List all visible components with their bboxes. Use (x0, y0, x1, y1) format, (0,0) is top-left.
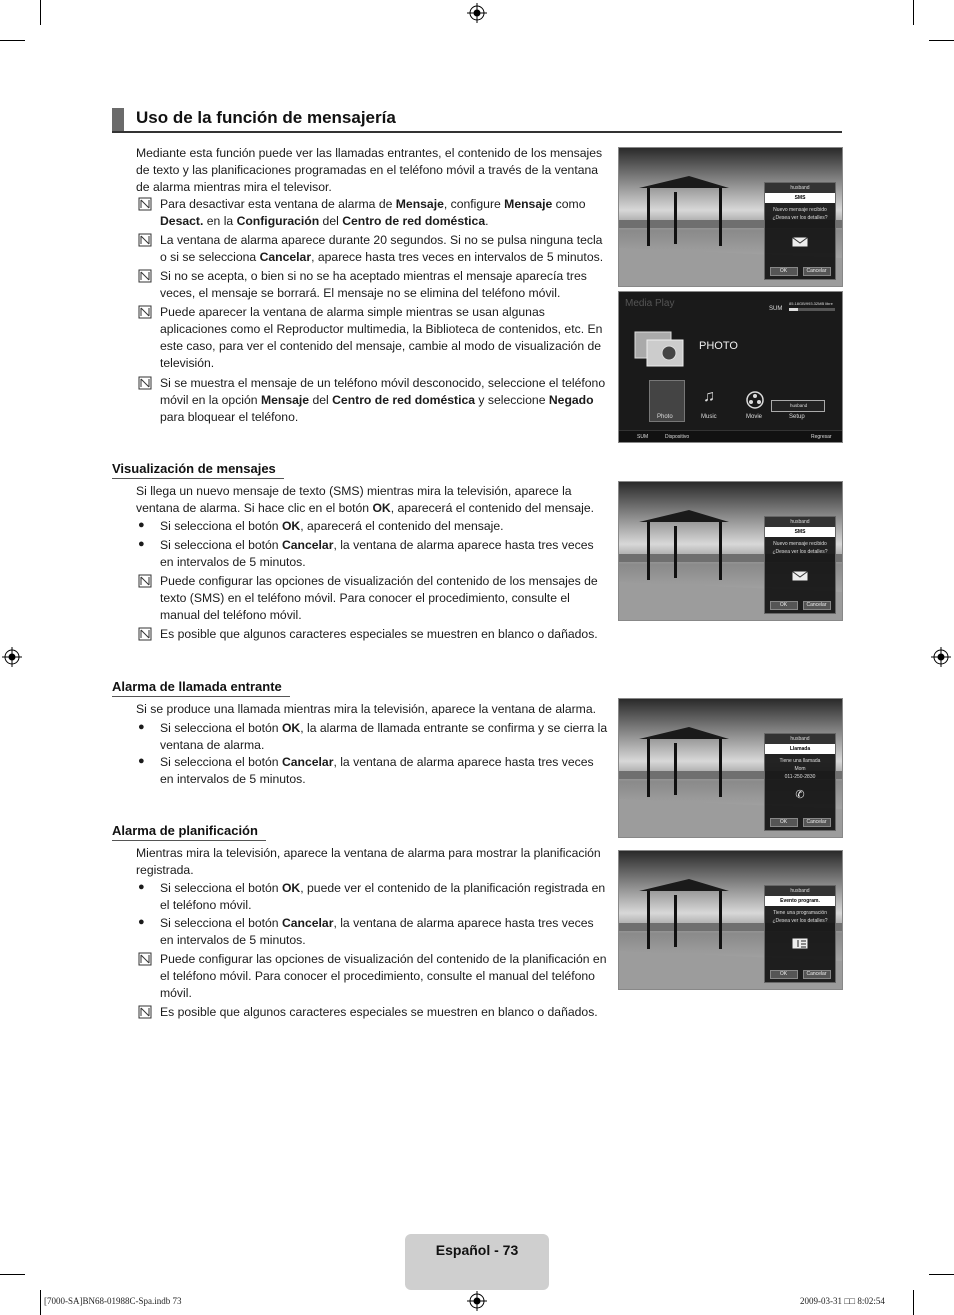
media-item-label[interactable]: Setup (789, 414, 805, 420)
device-label: SUM (769, 306, 783, 312)
sms-alarm-popup (764, 182, 836, 280)
note-text: Puede aparecer la ventana de alarma simple mientras se usan algunas aplicaciones como el Reproductor multimedia, la Biblioteca de contenidos, etc. En este caso, para ver el contenido del mensaje, cambie al modo de visualización de televisión. (160, 305, 603, 370)
envelope-icon (792, 571, 808, 581)
note-icon (138, 952, 152, 966)
print-file-label: [7000-SA]BN68-01988C-Spa.indb 73 (44, 1296, 182, 1306)
call-alarm-popup (764, 733, 836, 831)
bullet-icon: ● (138, 755, 145, 767)
cancel-button[interactable]: Cancelar (803, 267, 831, 276)
popup-line: Tiene una llamada (779, 758, 821, 764)
print-date-label: 2009-03-31 □□ 8:02:54 (800, 1296, 885, 1306)
envelope-icon (792, 237, 808, 247)
popup-line: ¿Desea ver los detalles? (772, 549, 828, 555)
note-icon (138, 269, 152, 283)
ok-button[interactable]: OK (770, 970, 798, 979)
note-text: Para desactivar esta ventana de alarma de Mensaje, configure Mensaje como Desact. en la Configuración del Centro de red doméstica. (160, 197, 586, 228)
bullet-icon: ● (138, 916, 145, 928)
photo-category-icon (633, 328, 689, 368)
bullet-icon: ● (138, 721, 145, 733)
cancel-button[interactable]: Cancelar (803, 970, 831, 979)
bullet-icon: ● (138, 538, 145, 550)
media-play-title: Media Play (625, 298, 675, 309)
title-rule (112, 131, 842, 133)
note-icon (138, 574, 152, 588)
section-paragraph: Mientras mira la televisión, aparece la ventana de alarma para mostrar la planificación registrada. (136, 846, 601, 877)
section-paragraph: Si se produce una llamada mientras mira la televisión, aparece la ventana de alarma. (136, 702, 596, 716)
bullet-icon: ● (138, 519, 145, 531)
note-text: Es posible que algunos caracteres especiales se muestren en blanco o dañados. (160, 627, 598, 641)
media-item-label[interactable]: Movie (746, 414, 763, 420)
popup-line: Tiene una programación (772, 910, 827, 916)
media-item-label: Photo (657, 414, 673, 420)
note-text: La ventana de alarma aparece durante 20 segundos. Si no se pulsa ninguna tecla o si se selecciona Cancelar, aparece hasta tres veces en intervalos de 5 minutos. (160, 233, 604, 264)
registration-mark-icon (2, 647, 22, 667)
schedule-alarm-popup (764, 885, 836, 983)
ok-button[interactable]: OK (770, 601, 798, 610)
screenshot-media-play (618, 291, 843, 443)
bullet-text: Si selecciona el botón OK, aparecerá el contenido del mensaje. (160, 519, 504, 533)
screenshot-schedule-alarm (618, 850, 843, 990)
crop-mark (913, 0, 914, 25)
note-icon (138, 197, 152, 211)
popup-line: Nuevo mensaje recibido (773, 541, 827, 547)
film-reel-icon (746, 391, 764, 409)
music-note-icon: ♫ (703, 388, 715, 405)
bar-back-button[interactable]: Regresar (811, 434, 832, 440)
storage-bar (789, 308, 835, 311)
bullet-text: Si selecciona el botón OK, puede ver el contenido de la planificación registrada en el teléfono móvil. (160, 881, 606, 912)
cancel-button[interactable]: Cancelar (803, 601, 831, 610)
sms-alarm-popup (764, 516, 836, 614)
ok-button[interactable]: OK (770, 267, 798, 276)
cancel-button[interactable]: Cancelar (803, 818, 831, 827)
crop-mark (929, 1274, 954, 1275)
title-accent-bar (112, 108, 124, 132)
photo-heading: PHOTO (699, 340, 738, 352)
section-rule (112, 840, 266, 841)
bar-device: SUM (637, 434, 649, 440)
popup-type: Llamada (765, 744, 835, 754)
crop-mark (0, 40, 25, 41)
intro-paragraph: Mediante esta función puede ver las llamadas entrantes, el contenido de los mensajes de texto y las planificaciones programadas en el teléfono móvil a través de la ventana de alarma mientras mira el televisor. (136, 146, 603, 194)
storage-label: 85.18GB/993.32MB libre (789, 301, 833, 306)
popup-sender: husband (765, 517, 835, 527)
toast-text: husband (790, 403, 808, 408)
popup-sender: husband (765, 886, 835, 896)
crop-mark (40, 0, 41, 25)
registration-mark-icon (467, 1291, 487, 1311)
note-icon (138, 376, 152, 390)
crop-mark (913, 1290, 914, 1315)
note-text: Es posible que algunos caracteres especiales se muestren en blanco o dañados. (160, 1005, 598, 1019)
media-item-label[interactable]: Music (701, 414, 717, 420)
popup-sender: husband (765, 734, 835, 744)
popup-line: Nuevo mensaje recibido (773, 207, 827, 213)
screenshot-call-alarm (618, 698, 843, 838)
section-rule (112, 696, 290, 697)
popup-line: ¿Desea ver los detalles? (772, 215, 828, 221)
calendar-icon (792, 938, 808, 949)
popup-line: 011-250-2830 (784, 774, 816, 780)
bullet-text: Si selecciona el botón Cancelar, la ventana de alarma aparece hasta tres veces en intervalos de 5 minutos. (160, 538, 594, 569)
page-number: Español - 73 (435, 1242, 519, 1258)
phone-icon: ✆ (795, 789, 805, 801)
crop-mark (929, 40, 954, 41)
popup-type: SMS (765, 527, 835, 537)
bullet-icon: ● (138, 881, 145, 893)
note-icon (138, 305, 152, 319)
popup-line: ¿Desea ver los detalles? (772, 918, 828, 924)
section-rule (112, 478, 284, 479)
note-text: Puede configurar las opciones de visualización del contenido de la planificación en el teléfono móvil. Para conocer el procedimiento, consulte el manual del teléfono móvil. (160, 952, 607, 1000)
note-text: Si no se acepta, o bien si no se ha aceptado mientras el mensaje aparecía tres veces, el mensaje se borrará. El mensaje no se elimina del teléfono móvil. (160, 269, 587, 300)
section-heading: Alarma de llamada entrante (112, 679, 282, 694)
bullet-text: Si selecciona el botón Cancelar, la ventana de alarma aparece hasta tres veces en intervalos de 5 minutos. (160, 755, 594, 786)
section-paragraph: Si llega un nuevo mensaje de texto (SMS) mientras mira la televisión, aparece la ventana de alarma. Si hace clic en el botón OK, aparecerá el contenido del mensaje. (136, 484, 594, 515)
registration-mark-icon (931, 647, 951, 667)
notification-toast (771, 400, 825, 412)
page-title: Uso de la función de mensajería (136, 108, 396, 127)
note-icon (138, 627, 152, 641)
bullet-text: Si selecciona el botón Cancelar, la ventana de alarma aparece hasta tres veces en intervalos de 5 minutos. (160, 916, 594, 947)
section-heading: Visualización de mensajes (112, 461, 276, 476)
note-text: Puede configurar las opciones de visualización del contenido de los mensajes de texto (SMS) en el teléfono móvil. Para conocer el procedimiento, consulte el manual del teléfono móvil. (160, 574, 598, 622)
section-heading: Alarma de planificación (112, 823, 258, 838)
bar-device-button[interactable]: Dispositivo (665, 434, 690, 440)
popup-type: SMS (765, 193, 835, 203)
bottom-bar (619, 430, 842, 443)
note-text: Si se muestra el mensaje de un teléfono móvil desconocido, seleccione el teléfono móvil en la opción Mensaje del Centro de red doméstica y seleccione Negado para bloquear el teléfono. (160, 376, 606, 424)
crop-mark (0, 1274, 25, 1275)
crop-mark (40, 1290, 41, 1315)
popup-sender: husband (765, 183, 835, 193)
screenshot-sms-alarm (618, 147, 843, 287)
screenshot-sms-alarm (618, 481, 843, 621)
popup-line: Mom (794, 766, 806, 772)
popup-type: Evento program. (765, 896, 835, 906)
ok-button[interactable]: OK (770, 818, 798, 827)
bullet-text: Si selecciona el botón OK, la alarma de llamada entrante se confirma y se cierra la ventana de alarma. (160, 721, 608, 752)
note-icon (138, 233, 152, 247)
registration-mark-icon (467, 3, 487, 23)
note-icon (138, 1005, 152, 1019)
